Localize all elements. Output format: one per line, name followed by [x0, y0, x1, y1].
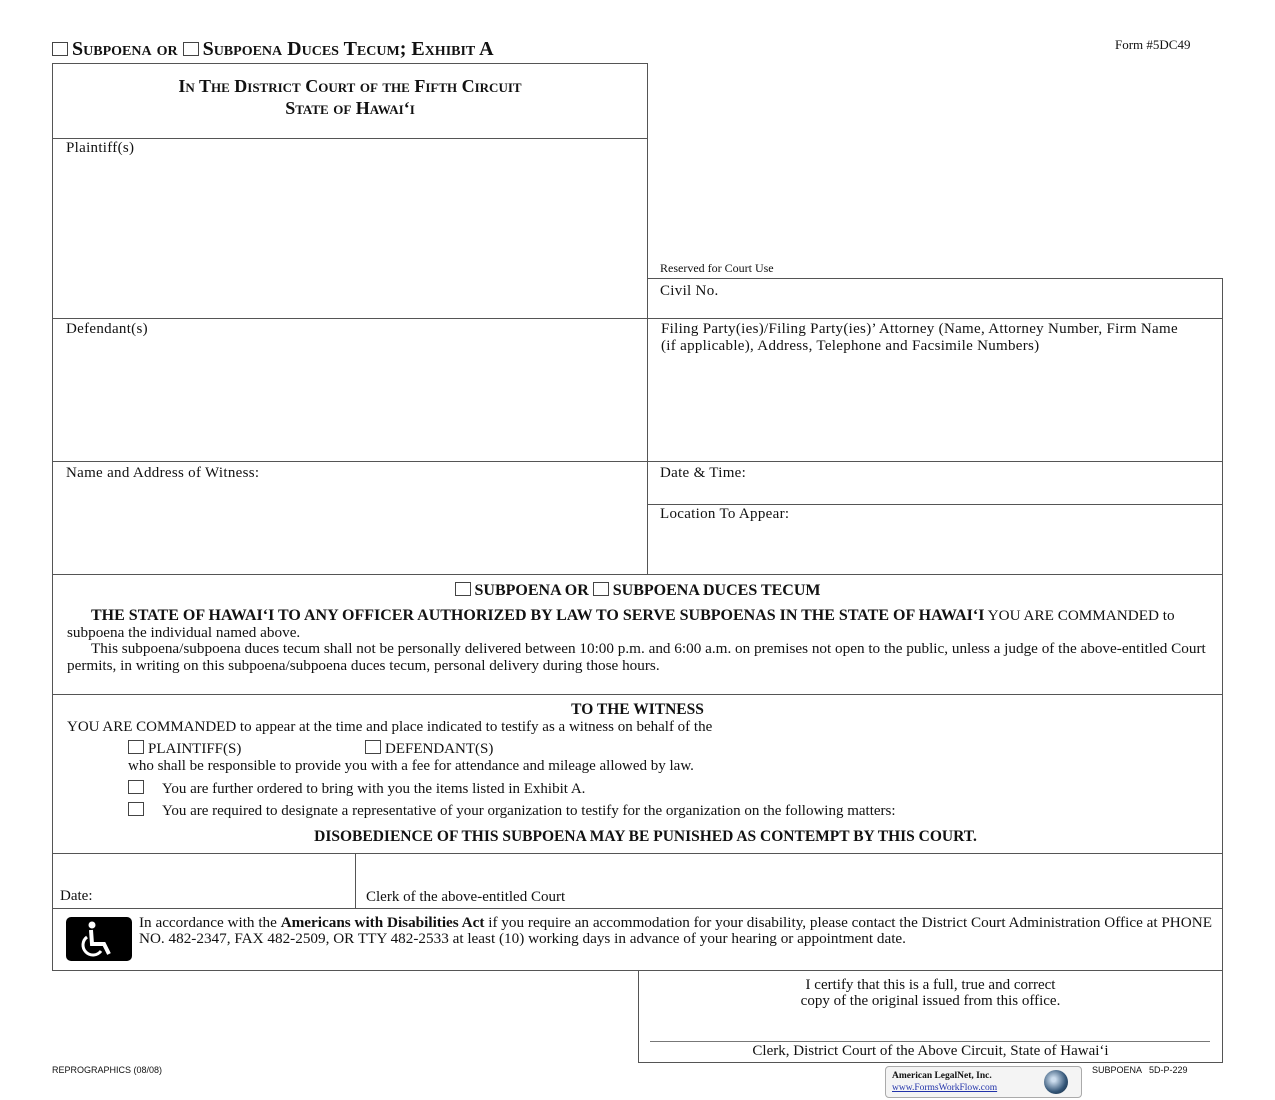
- exhibit-option-label: You are further ordered to bring with you the items listed in Exhibit A.: [162, 781, 586, 797]
- title-option-2: Subpoena Duces Tecum; Exhibit A: [202, 38, 494, 60]
- command-subpoena-checkbox[interactable]: [455, 582, 471, 596]
- brand-name: American LegalNet, Inc.: [892, 1071, 992, 1081]
- form-number: Form #5DC49: [1115, 37, 1191, 52]
- signature-line: [650, 1041, 1210, 1042]
- designate-checkbox[interactable]: [128, 802, 144, 816]
- court-state: State of Hawai‘i: [285, 98, 415, 118]
- ada-notice: [139, 915, 1219, 947]
- defendant-label: Defendant(s): [66, 321, 148, 337]
- plaintiff-checkbox[interactable]: [128, 740, 144, 754]
- certificate-line1: I certify that this is a full, true and correct: [805, 977, 1056, 993]
- court-heading: [52, 75, 648, 119]
- caption-box: [52, 63, 648, 575]
- form-title: [52, 38, 494, 61]
- form-code: SUBPOENA 5D-P-229: [1092, 1065, 1188, 1075]
- exhibit-option: [128, 780, 585, 798]
- globe-logo-icon: [1044, 1070, 1068, 1094]
- location-field[interactable]: Location To Appear:: [660, 506, 790, 522]
- defendant-checkbox[interactable]: [365, 740, 381, 754]
- witness-label: Name and Address of Witness:: [66, 465, 260, 481]
- designate-option-label: You are required to designate a representative of your organization to testify for the organization on the following matters:: [162, 803, 896, 819]
- ada-pre: In accordance with the: [139, 914, 281, 931]
- defendant-option-label: DEFENDANT(S): [385, 741, 494, 757]
- witness-command: YOU ARE COMMANDED to appear at the time and place indicated to testify as a witness on behalf of the: [67, 719, 713, 735]
- ada-bold: Americans with Disabilities Act: [280, 914, 485, 931]
- command-opt1: SUBPOENA OR: [474, 582, 589, 599]
- brand-link[interactable]: www.FormsWorkFlow.com: [892, 1083, 998, 1093]
- certificate-signer: Clerk, District Court of the Above Circuit, State of Hawai‘i: [752, 1043, 1109, 1059]
- command-lead: [67, 607, 1212, 641]
- title-option-1: Subpoena or: [72, 38, 178, 60]
- certificate-line2: copy of the original issued from this office.: [800, 993, 1061, 1009]
- command-duces-tecum-checkbox[interactable]: [593, 582, 609, 596]
- wheelchair-icon: [66, 917, 132, 961]
- designate-option: [128, 802, 896, 820]
- ada-post: if you require an accommodation for your disability, please contact the District Court Administration Office at PHONE NO. 482-2347, FAX 482-2509, OR TTY 482-2533 at least (10) working days in advance of your hearing or appointment date.: [139, 914, 1212, 947]
- reserved-label: Reserved for Court Use: [660, 261, 774, 275]
- exhibit-checkbox[interactable]: [128, 780, 144, 794]
- defendant-option: [365, 740, 493, 758]
- command-lead-rest: YOU ARE COMMANDED to subpoena the individual named above.: [67, 607, 1175, 641]
- plaintiff-option: [128, 740, 241, 758]
- witness-section-title: TO THE WITNESS: [571, 701, 704, 718]
- contempt-warning: DISOBEDIENCE OF THIS SUBPOENA MAY BE PUNISHED AS CONTEMPT BY THIS COURT.: [314, 828, 977, 845]
- plaintiff-label: Plaintiff(s): [66, 140, 135, 156]
- civil-no-field[interactable]: Civil No.: [660, 283, 719, 299]
- plaintiff-option-label: PLAINTIFF(S): [148, 741, 242, 757]
- command-opt2: SUBPOENA DUCES TECUM: [612, 582, 821, 599]
- certificate-text: [638, 977, 1223, 1009]
- clerk-label: Clerk of the above-entitled Court: [366, 889, 566, 905]
- command-lead-bold: THE STATE OF HAWAI‘I TO ANY OFFICER AUTHORIZED BY LAW TO SERVE SUBPOENAS IN THE STATE OF HAWAI‘I: [91, 607, 985, 624]
- court-name: In The District Court of the Fifth Circuit: [178, 76, 522, 96]
- delivery-paragraph: This subpoena/subpoena duces tecum shall not be personally delivered between 10:00 p.m. and 6:00 a.m. on premises not open to the public, unless a judge of the above-entitled Court permits, in writing on this subpoena/subpoena duces tecum, personal delivery during those hours.: [67, 640, 1206, 674]
- date-time-field[interactable]: Date & Time:: [660, 465, 747, 481]
- command-options: [52, 582, 1223, 600]
- subpoena-duces-tecum-checkbox[interactable]: [183, 42, 199, 56]
- reprographics-label: REPROGRAPHICS (08/08): [52, 1065, 163, 1075]
- subpoena-checkbox[interactable]: [52, 42, 68, 56]
- fee-text: who shall be responsible to provide you with a fee for attendance and mileage allowed by law.: [128, 758, 694, 774]
- date-label: Date:: [60, 888, 93, 904]
- filing-party-label: Filing Party(ies)/Filing Party(ies)’ Attorney (Name, Attorney Number, Firm Name (if applicable), Address, Telephone and Facsimile Numbers): [661, 321, 1178, 354]
- legalnet-badge[interactable]: [885, 1066, 1082, 1098]
